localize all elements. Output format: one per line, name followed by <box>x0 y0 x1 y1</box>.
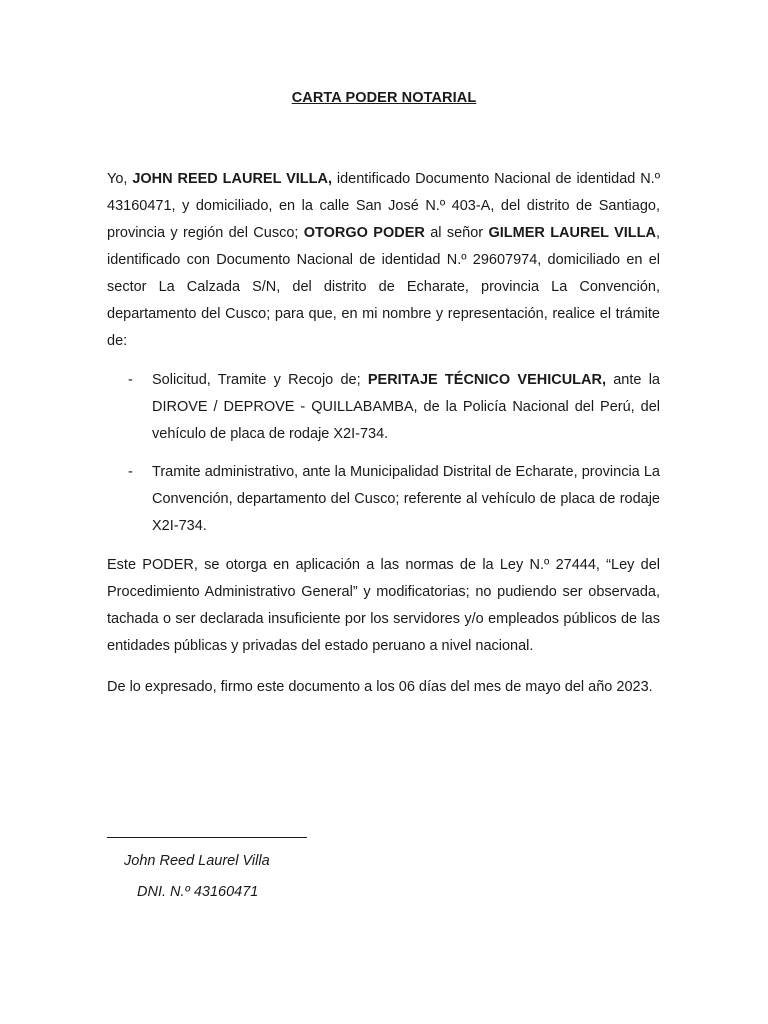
document-title: CARTA PODER NOTARIAL <box>291 90 477 106</box>
paragraph-grant-text-1: Yo, <box>107 171 133 187</box>
signer-dni: DNI. N.º 43160471 <box>137 884 259 900</box>
list-item-text-2: ante la DIROVE / DEPROVE - QUILLABAMBA, de la Policía Nacional del Perú, del vehículo de placa de rodaje X2I-734. <box>152 372 660 442</box>
paragraph-grant-text-2: identificado Documento Nacional de identidad N.º 43160471, y domiciliado, en la calle San José N.º 403-A, del distrito de Santiago, provincia y región del Cusco; <box>107 171 660 241</box>
list-item <box>107 367 660 448</box>
paragraph-grant-text-4: , identificado con Documento Nacional de identidad N.º 29607974, domiciliado en el sector La Calzada S/N, del distrito de Echarate, provincia La Convención, departamento del Cusco; para que, en mi nombre y representación, realice el trámite de: <box>107 225 660 349</box>
paragraph-legal-basis: Este PODER, se otorga en aplicación a las normas de la Ley N.º 27444, “Ley del Procedimiento Administrativo General” y modificatorias; no pudiendo ser observada, tachada o ser declarada insuficiente por los servidores y/o empleados públicos de las entidades públicas y privadas del estado peruano a nivel nacional. <box>107 557 660 654</box>
paragraph-grant <box>107 166 660 355</box>
list-dash: - <box>128 464 133 480</box>
procedure-list-1 <box>107 367 660 448</box>
list-item-text-1: Tramite administrativo, ante la Municipalidad Distrital de Echarate, provincia La Convención, departamento del Cusco; referente al vehículo de placa de rodaje X2I-734. <box>152 464 660 534</box>
paragraph-grant-text-3: al señor <box>424 225 489 241</box>
grant-power-phrase: OTORGO PODER <box>303 225 425 241</box>
list-item-text-1: Solicitud, Tramite y Recojo de; <box>152 372 368 388</box>
signature-line <box>107 837 307 838</box>
grantee-name: GILMER LAUREL VILLA <box>488 225 656 241</box>
list-item <box>107 459 660 540</box>
list-item-bold: PERITAJE TÉCNICO VEHICULAR, <box>367 372 607 388</box>
paragraph-signature-date: De lo expresado, firmo este documento a los 06 días del mes de mayo del año 2023. <box>107 679 653 695</box>
signer-name: John Reed Laurel Villa <box>124 853 270 869</box>
list-dash: - <box>128 372 133 388</box>
grantor-name: JOHN REED LAUREL VILLA, <box>132 171 332 187</box>
procedure-list-2 <box>107 459 660 540</box>
